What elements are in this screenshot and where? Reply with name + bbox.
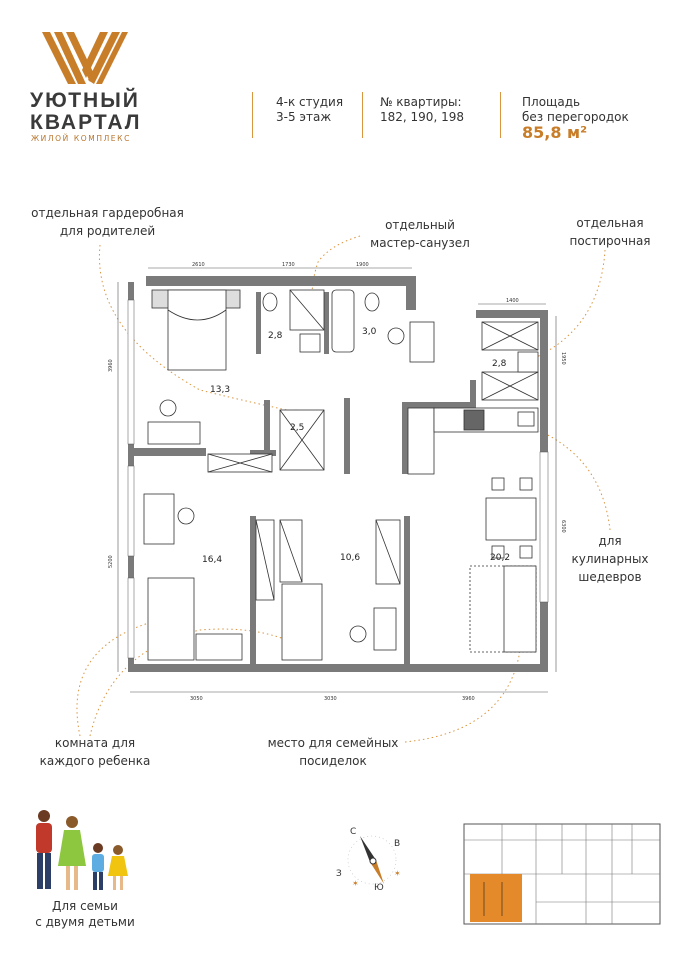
room-area-laundry: 2,8 xyxy=(492,359,507,369)
apartment-type-label: 4-к студия xyxy=(276,95,344,109)
compass-south: Ю xyxy=(374,883,384,892)
room-area-kids1: 16,4 xyxy=(202,555,223,565)
dining-table xyxy=(486,498,536,540)
highlighted-apartment xyxy=(470,874,522,922)
dim-bottom2: 3030 xyxy=(324,696,337,702)
dim-left1: 3960 xyxy=(108,359,114,372)
compass-north: С xyxy=(350,827,357,837)
chair xyxy=(350,626,366,642)
callout-kitchen-line2: кулинарных xyxy=(571,552,649,566)
desk xyxy=(148,422,200,444)
sun-icon: ✶ xyxy=(394,869,401,878)
callout-master-bath-line1: отдельный xyxy=(385,218,455,232)
callout-laundry-line1: отдельная xyxy=(576,216,644,230)
room-area-living: 20,2 xyxy=(490,553,511,563)
chair xyxy=(160,400,176,416)
sink xyxy=(300,334,320,352)
washer xyxy=(518,352,538,372)
kids-room-2 xyxy=(280,520,400,660)
callout-master-bath-line2: мастер-санузел xyxy=(370,236,470,250)
callout-kids-line1: комната для xyxy=(54,736,136,750)
family-illustration-icon xyxy=(26,808,136,894)
dining-chair xyxy=(492,478,504,490)
brand-subtitle: ЖИЛОЙ КОМПЛЕКС xyxy=(31,134,131,143)
brand-title-line1: УЮТНЫЙ xyxy=(30,89,140,112)
area-label: Площадь xyxy=(522,95,581,109)
dim-top4: 1400 xyxy=(506,298,519,304)
dim-top2: 1730 xyxy=(282,262,295,268)
sink xyxy=(388,328,404,344)
room-area-wardrobe: 2,5 xyxy=(290,423,305,433)
apartment-numbers-label: № квартиры: xyxy=(380,95,462,109)
bathtub xyxy=(332,290,354,352)
double-bed xyxy=(168,290,226,370)
dim-left2: 5200 xyxy=(108,555,114,568)
apartment-floors: 3-5 этаж xyxy=(276,110,332,124)
toilet xyxy=(263,293,277,311)
chair xyxy=(178,508,194,524)
bathroom-2 xyxy=(332,290,404,352)
area-label-sub: без перегородок xyxy=(522,110,629,124)
single-bed xyxy=(148,578,194,660)
dim-right2: 6300 xyxy=(560,520,566,533)
room-area-bath2: 3,0 xyxy=(362,327,377,337)
bedroom xyxy=(148,290,240,444)
family-caption xyxy=(20,898,150,930)
callout-kitchen-line1: для xyxy=(598,534,622,548)
brand-title-line2: КВАРТАЛ xyxy=(30,111,142,134)
sun-icon: ✶ xyxy=(352,879,359,888)
dining-chair xyxy=(520,546,532,558)
dim-bottom3: 3960 xyxy=(462,696,475,702)
kitchen-sink xyxy=(518,412,534,426)
callout-wardrobe-line2: для родителей xyxy=(59,224,156,238)
desk xyxy=(144,494,174,544)
compass-east: В xyxy=(394,839,401,849)
dim-top3: 1900 xyxy=(356,262,369,268)
desk xyxy=(374,608,396,650)
floor-key-plan xyxy=(462,822,662,926)
stove xyxy=(464,410,484,430)
area-value: 85,8 м² xyxy=(522,123,588,142)
dim-right1: 1950 xyxy=(560,352,566,365)
callout-family-line2: посиделок xyxy=(299,754,367,768)
dim-top1: 2610 xyxy=(192,262,205,268)
dining-chair xyxy=(520,478,532,490)
room-area-kids2: 10,6 xyxy=(340,553,361,563)
callout-laundry-line2: постирочная xyxy=(569,234,651,248)
kitchen-counter xyxy=(408,408,434,474)
compass-icon xyxy=(330,822,410,892)
sofa xyxy=(504,566,536,652)
bathroom-1 xyxy=(263,290,324,352)
bathroom-cabinet xyxy=(410,322,434,362)
kitchen-living xyxy=(408,408,538,652)
single-bed xyxy=(282,584,322,660)
room-area-bath1: 2,8 xyxy=(268,331,283,341)
laundry xyxy=(482,322,538,400)
callout-wardrobe-line1: отдельная гардеробная xyxy=(31,206,184,220)
dim-bottom1: 3050 xyxy=(190,696,203,702)
callout-kitchen-line3: шедевров xyxy=(578,570,642,584)
compass-west: З xyxy=(336,869,342,879)
toilet xyxy=(365,293,379,311)
apartment-numbers-value: 182, 190, 198 xyxy=(380,110,464,124)
family-caption-line2: с двумя детьми xyxy=(35,915,135,929)
room-area-bedroom: 13,3 xyxy=(210,385,231,395)
family-caption-line1: Для семьи xyxy=(52,899,118,913)
callout-kids-line2: каждого ребенка xyxy=(39,754,151,768)
callout-family-line1: место для семейных xyxy=(267,736,399,750)
nightstand xyxy=(196,634,242,660)
